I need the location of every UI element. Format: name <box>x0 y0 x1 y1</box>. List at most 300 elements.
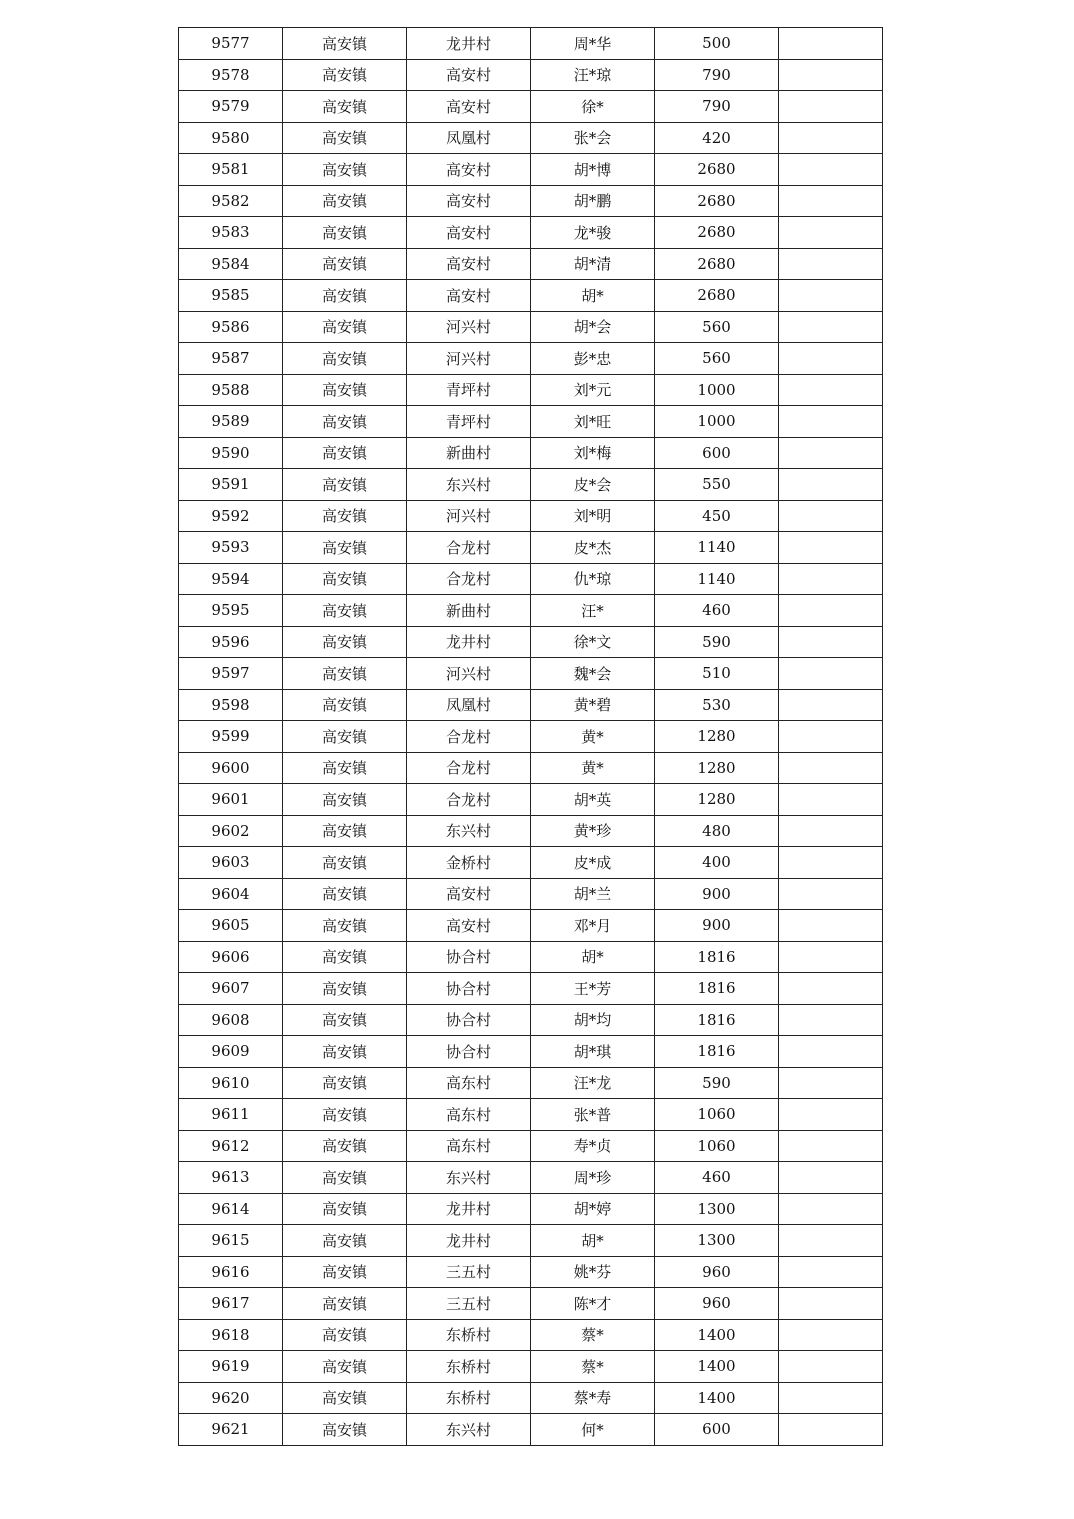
table-row <box>179 878 883 910</box>
table-row <box>179 563 883 595</box>
remark-cell <box>779 1256 883 1288</box>
name-cell: 周*珍 <box>531 1162 655 1194</box>
town-cell: 高安镇 <box>283 437 407 469</box>
table-row <box>179 217 883 249</box>
village-cell: 龙井村 <box>407 1225 531 1257</box>
town-cell: 高安镇 <box>283 784 407 816</box>
town-cell: 高安镇 <box>283 343 407 375</box>
remark-cell <box>779 1067 883 1099</box>
table-row <box>179 595 883 627</box>
remark-cell <box>779 280 883 312</box>
row-number-cell: 9589 <box>179 406 283 438</box>
remark-cell <box>779 374 883 406</box>
name-cell: 何* <box>531 1414 655 1446</box>
row-number-cell: 9605 <box>179 910 283 942</box>
village-cell: 凤凰村 <box>407 122 531 154</box>
remark-cell <box>779 1319 883 1351</box>
table-row <box>179 1193 883 1225</box>
town-cell: 高安镇 <box>283 374 407 406</box>
village-cell: 东兴村 <box>407 1162 531 1194</box>
row-number-cell: 9602 <box>179 815 283 847</box>
row-number-cell: 9577 <box>179 28 283 60</box>
table-row <box>179 374 883 406</box>
amount-cell: 400 <box>655 847 779 879</box>
table-row <box>179 1130 883 1162</box>
village-cell: 金桥村 <box>407 847 531 879</box>
name-cell: 张*普 <box>531 1099 655 1131</box>
row-number-cell: 9610 <box>179 1067 283 1099</box>
village-cell: 东桥村 <box>407 1319 531 1351</box>
remark-cell <box>779 122 883 154</box>
amount-cell: 960 <box>655 1288 779 1320</box>
row-number-cell: 9616 <box>179 1256 283 1288</box>
amount-cell: 1816 <box>655 941 779 973</box>
remark-cell <box>779 1036 883 1068</box>
village-cell: 河兴村 <box>407 500 531 532</box>
row-number-cell: 9598 <box>179 689 283 721</box>
town-cell: 高安镇 <box>283 721 407 753</box>
town-cell: 高安镇 <box>283 563 407 595</box>
village-cell: 协合村 <box>407 941 531 973</box>
amount-cell: 900 <box>655 878 779 910</box>
town-cell: 高安镇 <box>283 1162 407 1194</box>
row-number-cell: 9583 <box>179 217 283 249</box>
name-cell: 胡*会 <box>531 311 655 343</box>
town-cell: 高安镇 <box>283 689 407 721</box>
remark-cell <box>779 847 883 879</box>
amount-cell: 450 <box>655 500 779 532</box>
amount-cell: 1816 <box>655 1004 779 1036</box>
name-cell: 皮*杰 <box>531 532 655 564</box>
town-cell: 高安镇 <box>283 1256 407 1288</box>
row-number-cell: 9614 <box>179 1193 283 1225</box>
village-cell: 东兴村 <box>407 1414 531 1446</box>
village-cell: 高安村 <box>407 91 531 123</box>
amount-cell: 900 <box>655 910 779 942</box>
amount-cell: 420 <box>655 122 779 154</box>
name-cell: 蔡* <box>531 1351 655 1383</box>
amount-cell: 1300 <box>655 1193 779 1225</box>
table-row <box>179 280 883 312</box>
village-cell: 高安村 <box>407 59 531 91</box>
row-number-cell: 9608 <box>179 1004 283 1036</box>
table-row <box>179 941 883 973</box>
remark-cell <box>779 1288 883 1320</box>
remark-cell <box>779 406 883 438</box>
amount-cell: 590 <box>655 1067 779 1099</box>
town-cell: 高安镇 <box>283 217 407 249</box>
table-row <box>179 1256 883 1288</box>
town-cell: 高安镇 <box>283 878 407 910</box>
town-cell: 高安镇 <box>283 280 407 312</box>
town-cell: 高安镇 <box>283 122 407 154</box>
remark-cell <box>779 563 883 595</box>
name-cell: 仇*琼 <box>531 563 655 595</box>
row-number-cell: 9597 <box>179 658 283 690</box>
remark-cell <box>779 689 883 721</box>
name-cell: 刘*元 <box>531 374 655 406</box>
village-cell: 高安村 <box>407 280 531 312</box>
village-cell: 合龙村 <box>407 721 531 753</box>
name-cell: 蔡*寿 <box>531 1382 655 1414</box>
row-number-cell: 9601 <box>179 784 283 816</box>
town-cell: 高安镇 <box>283 1193 407 1225</box>
name-cell: 彭*忠 <box>531 343 655 375</box>
amount-cell: 2680 <box>655 248 779 280</box>
amount-cell: 460 <box>655 1162 779 1194</box>
remark-cell <box>779 878 883 910</box>
amount-cell: 2680 <box>655 185 779 217</box>
village-cell: 河兴村 <box>407 311 531 343</box>
remark-cell <box>779 1414 883 1446</box>
name-cell: 陈*才 <box>531 1288 655 1320</box>
table-row <box>179 847 883 879</box>
name-cell: 刘*旺 <box>531 406 655 438</box>
town-cell: 高安镇 <box>283 469 407 501</box>
village-cell: 高东村 <box>407 1130 531 1162</box>
table-row <box>179 91 883 123</box>
name-cell: 黄*碧 <box>531 689 655 721</box>
village-cell: 三五村 <box>407 1256 531 1288</box>
table-row <box>179 910 883 942</box>
remark-cell <box>779 343 883 375</box>
row-number-cell: 9615 <box>179 1225 283 1257</box>
row-number-cell: 9596 <box>179 626 283 658</box>
remark-cell <box>779 910 883 942</box>
village-cell: 高安村 <box>407 878 531 910</box>
village-cell: 合龙村 <box>407 532 531 564</box>
table-row <box>179 815 883 847</box>
name-cell: 胡* <box>531 941 655 973</box>
remark-cell <box>779 437 883 469</box>
name-cell: 刘*梅 <box>531 437 655 469</box>
name-cell: 胡*英 <box>531 784 655 816</box>
town-cell: 高安镇 <box>283 1414 407 1446</box>
name-cell: 汪*龙 <box>531 1067 655 1099</box>
village-cell: 高安村 <box>407 248 531 280</box>
town-cell: 高安镇 <box>283 1319 407 1351</box>
name-cell: 姚*芬 <box>531 1256 655 1288</box>
row-number-cell: 9591 <box>179 469 283 501</box>
name-cell: 徐*文 <box>531 626 655 658</box>
row-number-cell: 9621 <box>179 1414 283 1446</box>
table-row <box>179 122 883 154</box>
amount-cell: 2680 <box>655 280 779 312</box>
table-row <box>179 689 883 721</box>
table-body <box>179 28 883 1446</box>
remark-cell <box>779 595 883 627</box>
town-cell: 高安镇 <box>283 500 407 532</box>
table-row <box>179 469 883 501</box>
row-number-cell: 9620 <box>179 1382 283 1414</box>
name-cell: 魏*会 <box>531 658 655 690</box>
village-cell: 高安村 <box>407 185 531 217</box>
amount-cell: 790 <box>655 59 779 91</box>
name-cell: 胡*鹏 <box>531 185 655 217</box>
row-number-cell: 9607 <box>179 973 283 1005</box>
row-number-cell: 9579 <box>179 91 283 123</box>
town-cell: 高安镇 <box>283 941 407 973</box>
row-number-cell: 9618 <box>179 1319 283 1351</box>
table-row <box>179 248 883 280</box>
row-number-cell: 9595 <box>179 595 283 627</box>
amount-cell: 500 <box>655 28 779 60</box>
row-number-cell: 9600 <box>179 752 283 784</box>
remark-cell <box>779 1225 883 1257</box>
amount-cell: 960 <box>655 1256 779 1288</box>
amount-cell: 1300 <box>655 1225 779 1257</box>
amount-cell: 790 <box>655 91 779 123</box>
row-number-cell: 9599 <box>179 721 283 753</box>
amount-cell: 1000 <box>655 406 779 438</box>
name-cell: 徐* <box>531 91 655 123</box>
remark-cell <box>779 1382 883 1414</box>
village-cell: 合龙村 <box>407 752 531 784</box>
table-row <box>179 311 883 343</box>
table-row <box>179 532 883 564</box>
town-cell: 高安镇 <box>283 1225 407 1257</box>
remark-cell <box>779 217 883 249</box>
town-cell: 高安镇 <box>283 910 407 942</box>
name-cell: 黄* <box>531 752 655 784</box>
village-cell: 新曲村 <box>407 595 531 627</box>
table-row <box>179 1225 883 1257</box>
table-row <box>179 721 883 753</box>
village-cell: 协合村 <box>407 1004 531 1036</box>
name-cell: 胡*婷 <box>531 1193 655 1225</box>
name-cell: 黄* <box>531 721 655 753</box>
row-number-cell: 9587 <box>179 343 283 375</box>
remark-cell <box>779 815 883 847</box>
name-cell: 王*芳 <box>531 973 655 1005</box>
town-cell: 高安镇 <box>283 658 407 690</box>
name-cell: 汪*琼 <box>531 59 655 91</box>
amount-cell: 600 <box>655 437 779 469</box>
amount-cell: 480 <box>655 815 779 847</box>
name-cell: 寿*贞 <box>531 1130 655 1162</box>
subsidy-table <box>178 27 883 1446</box>
row-number-cell: 9593 <box>179 532 283 564</box>
row-number-cell: 9584 <box>179 248 283 280</box>
table-row <box>179 784 883 816</box>
remark-cell <box>779 784 883 816</box>
village-cell: 高东村 <box>407 1099 531 1131</box>
table-row <box>179 1414 883 1446</box>
name-cell: 邓*月 <box>531 910 655 942</box>
amount-cell: 1400 <box>655 1319 779 1351</box>
remark-cell <box>779 941 883 973</box>
amount-cell: 1060 <box>655 1099 779 1131</box>
row-number-cell: 9586 <box>179 311 283 343</box>
town-cell: 高安镇 <box>283 59 407 91</box>
row-number-cell: 9612 <box>179 1130 283 1162</box>
village-cell: 东兴村 <box>407 815 531 847</box>
remark-cell <box>779 500 883 532</box>
amount-cell: 510 <box>655 658 779 690</box>
row-number-cell: 9604 <box>179 878 283 910</box>
table-row <box>179 1036 883 1068</box>
remark-cell <box>779 248 883 280</box>
row-number-cell: 9611 <box>179 1099 283 1131</box>
table-row <box>179 626 883 658</box>
town-cell: 高安镇 <box>283 185 407 217</box>
town-cell: 高安镇 <box>283 1130 407 1162</box>
amount-cell: 460 <box>655 595 779 627</box>
village-cell: 高安村 <box>407 910 531 942</box>
town-cell: 高安镇 <box>283 406 407 438</box>
village-cell: 青坪村 <box>407 374 531 406</box>
town-cell: 高安镇 <box>283 815 407 847</box>
town-cell: 高安镇 <box>283 311 407 343</box>
table-row <box>179 1162 883 1194</box>
table-row <box>179 343 883 375</box>
table-row <box>179 406 883 438</box>
village-cell: 东兴村 <box>407 469 531 501</box>
name-cell: 黄*珍 <box>531 815 655 847</box>
village-cell: 新曲村 <box>407 437 531 469</box>
row-number-cell: 9606 <box>179 941 283 973</box>
amount-cell: 1140 <box>655 532 779 564</box>
name-cell: 汪* <box>531 595 655 627</box>
table-row <box>179 658 883 690</box>
amount-cell: 550 <box>655 469 779 501</box>
remark-cell <box>779 721 883 753</box>
remark-cell <box>779 311 883 343</box>
amount-cell: 2680 <box>655 154 779 186</box>
remark-cell <box>779 1130 883 1162</box>
town-cell: 高安镇 <box>283 1067 407 1099</box>
row-number-cell: 9590 <box>179 437 283 469</box>
amount-cell: 1280 <box>655 784 779 816</box>
remark-cell <box>779 626 883 658</box>
village-cell: 河兴村 <box>407 658 531 690</box>
table-row <box>179 59 883 91</box>
town-cell: 高安镇 <box>283 1004 407 1036</box>
remark-cell <box>779 1004 883 1036</box>
table-row <box>179 185 883 217</box>
remark-cell <box>779 658 883 690</box>
name-cell: 胡*均 <box>531 1004 655 1036</box>
amount-cell: 2680 <box>655 217 779 249</box>
village-cell: 龙井村 <box>407 626 531 658</box>
remark-cell <box>779 469 883 501</box>
remark-cell <box>779 1351 883 1383</box>
table-row <box>179 1099 883 1131</box>
remark-cell <box>779 752 883 784</box>
table-row <box>179 154 883 186</box>
table-row <box>179 1382 883 1414</box>
amount-cell: 1400 <box>655 1351 779 1383</box>
town-cell: 高安镇 <box>283 595 407 627</box>
table-row <box>179 500 883 532</box>
remark-cell <box>779 1193 883 1225</box>
name-cell: 胡*兰 <box>531 878 655 910</box>
name-cell: 张*会 <box>531 122 655 154</box>
town-cell: 高安镇 <box>283 1036 407 1068</box>
town-cell: 高安镇 <box>283 248 407 280</box>
table-row <box>179 1351 883 1383</box>
name-cell: 刘*明 <box>531 500 655 532</box>
village-cell: 高安村 <box>407 154 531 186</box>
town-cell: 高安镇 <box>283 28 407 60</box>
row-number-cell: 9617 <box>179 1288 283 1320</box>
table-row <box>179 752 883 784</box>
town-cell: 高安镇 <box>283 1288 407 1320</box>
remark-cell <box>779 28 883 60</box>
village-cell: 高东村 <box>407 1067 531 1099</box>
amount-cell: 530 <box>655 689 779 721</box>
town-cell: 高安镇 <box>283 154 407 186</box>
remark-cell <box>779 973 883 1005</box>
name-cell: 皮*会 <box>531 469 655 501</box>
row-number-cell: 9603 <box>179 847 283 879</box>
town-cell: 高安镇 <box>283 1351 407 1383</box>
table-row <box>179 1288 883 1320</box>
row-number-cell: 9613 <box>179 1162 283 1194</box>
name-cell: 胡*琪 <box>531 1036 655 1068</box>
village-cell: 合龙村 <box>407 784 531 816</box>
village-cell: 东桥村 <box>407 1351 531 1383</box>
town-cell: 高安镇 <box>283 973 407 1005</box>
amount-cell: 560 <box>655 311 779 343</box>
amount-cell: 590 <box>655 626 779 658</box>
amount-cell: 600 <box>655 1414 779 1446</box>
village-cell: 青坪村 <box>407 406 531 438</box>
table-row <box>179 973 883 1005</box>
remark-cell <box>779 154 883 186</box>
name-cell: 龙*骏 <box>531 217 655 249</box>
name-cell: 胡*清 <box>531 248 655 280</box>
table-row <box>179 28 883 60</box>
village-cell: 高安村 <box>407 217 531 249</box>
amount-cell: 1280 <box>655 752 779 784</box>
name-cell: 胡*博 <box>531 154 655 186</box>
amount-cell: 1060 <box>655 1130 779 1162</box>
name-cell: 周*华 <box>531 28 655 60</box>
village-cell: 协合村 <box>407 1036 531 1068</box>
row-number-cell: 9585 <box>179 280 283 312</box>
remark-cell <box>779 532 883 564</box>
remark-cell <box>779 1099 883 1131</box>
name-cell: 皮*成 <box>531 847 655 879</box>
row-number-cell: 9609 <box>179 1036 283 1068</box>
row-number-cell: 9594 <box>179 563 283 595</box>
town-cell: 高安镇 <box>283 752 407 784</box>
row-number-cell: 9592 <box>179 500 283 532</box>
table-row <box>179 1004 883 1036</box>
amount-cell: 1816 <box>655 973 779 1005</box>
row-number-cell: 9588 <box>179 374 283 406</box>
village-cell: 东桥村 <box>407 1382 531 1414</box>
row-number-cell: 9581 <box>179 154 283 186</box>
remark-cell <box>779 1162 883 1194</box>
town-cell: 高安镇 <box>283 847 407 879</box>
remark-cell <box>779 91 883 123</box>
village-cell: 三五村 <box>407 1288 531 1320</box>
table-row <box>179 1319 883 1351</box>
village-cell: 合龙村 <box>407 563 531 595</box>
row-number-cell: 9582 <box>179 185 283 217</box>
town-cell: 高安镇 <box>283 1099 407 1131</box>
town-cell: 高安镇 <box>283 91 407 123</box>
row-number-cell: 9580 <box>179 122 283 154</box>
village-cell: 凤凰村 <box>407 689 531 721</box>
row-number-cell: 9619 <box>179 1351 283 1383</box>
amount-cell: 560 <box>655 343 779 375</box>
amount-cell: 1280 <box>655 721 779 753</box>
village-cell: 河兴村 <box>407 343 531 375</box>
name-cell: 胡* <box>531 280 655 312</box>
